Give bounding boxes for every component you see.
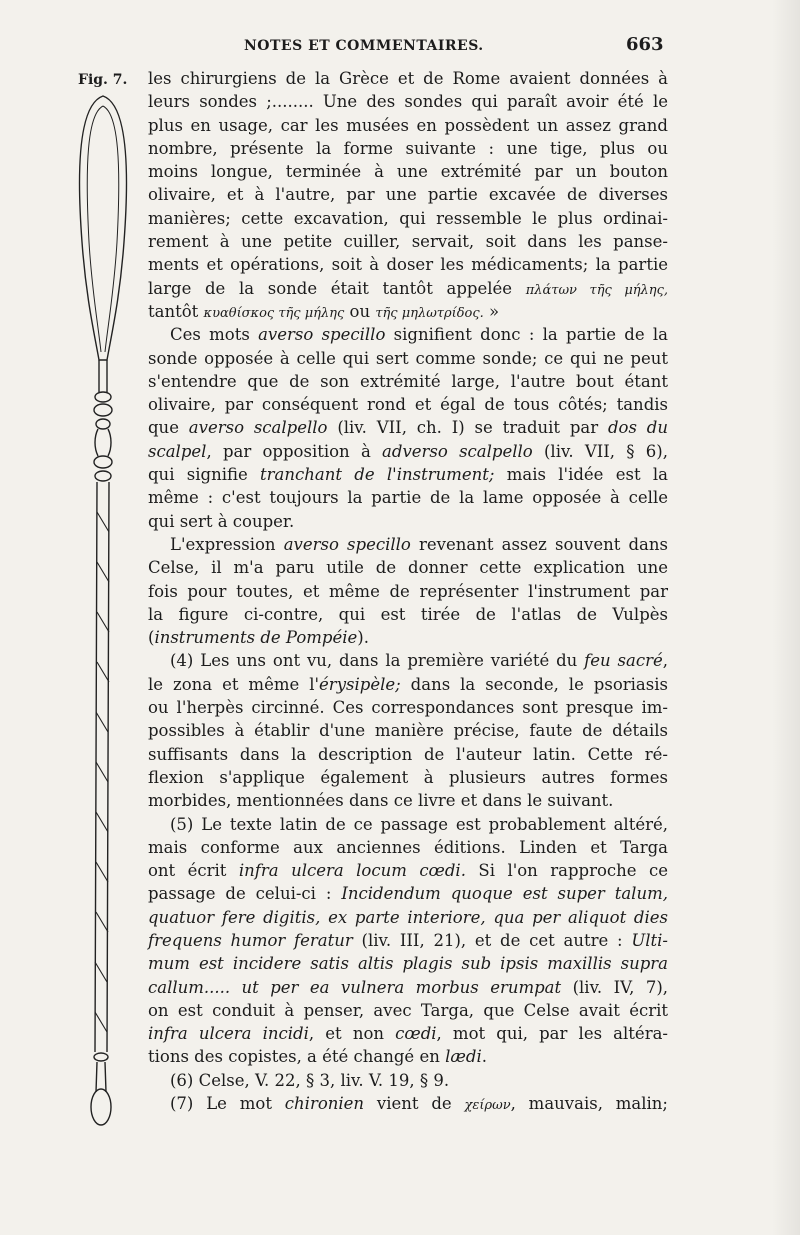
text-line: manières; cette excavation, qui ressemble le plus ordinai-	[148, 208, 668, 228]
text-line: la figure ci-contre, qui est tirée de l'atlas de Vulpès	[148, 604, 668, 624]
text-line: flexion s'applique également à plusieurs autres formes	[148, 767, 668, 787]
page-number: 663	[626, 34, 664, 55]
text-line: s'entendre que de son extrémité large, l'autre bout étant	[148, 371, 668, 391]
text-line: scalpel, par opposition à adverso scalpello (liv. VII, § 6),	[148, 441, 668, 461]
text-line: morbides, mentionnées dans ce livre et dans le suivant.	[148, 791, 614, 811]
body-text	[148, 67, 668, 1115]
text-line: le zona et même l'érysipèle; dans la seconde, le psoriasis	[148, 674, 668, 694]
text-line: quatuor fere digitis, ex parte interiore, qua per aliquot dies	[148, 907, 668, 927]
text-line: (instruments de Pompéie).	[148, 628, 369, 648]
text-line: les chirurgiens de la Grèce et de Rome avaient données à	[148, 69, 668, 88]
running-header: NOTES ET COMMENTAIRES.	[244, 38, 484, 54]
text-line: on est conduit à penser, avec Targa, que Celse avait écrit	[148, 1000, 668, 1020]
text-line: ments et opérations, soit à doser les médicaments; la partie	[148, 255, 668, 275]
text-line: suffisants dans la description de l'auteur latin. Cette ré-	[148, 744, 668, 764]
text-line: (4) Les uns ont vu, dans la première variété du feu sacré,	[170, 651, 668, 671]
text-line: nombre, présente la forme suivante : une tige, plus ou	[148, 138, 668, 158]
figure-label: Fig. 7.	[78, 72, 128, 88]
text-line: (7) Le mot chironien vient de χείρων, mauvais, malin;	[170, 1094, 668, 1114]
text-line: large de la sonde était tantôt appelée πλάτων τῆς μήλης,	[148, 278, 668, 298]
text-line: L'expression averso specillo revenant assez souvent dans	[170, 534, 668, 554]
text-line: olivaire, par conséquent rond et égal de tous côtés; tandis	[148, 395, 668, 415]
text-line: moins longue, terminée à une extrémité par un bouton	[148, 162, 668, 182]
text-line: (6) Celse, V. 22, § 3, liv. V. 19, § 9.	[170, 1070, 450, 1090]
text-line: tions des copistes, a été changé en lædi.	[148, 1047, 487, 1067]
text-line: mais conforme aux anciennes éditions. Linden et Targa	[148, 837, 668, 857]
text-line: leurs sondes ;........ Une des sondes qui paraît avoir été le	[148, 92, 668, 112]
text-line: même : c'est toujours la partie de la lame opposée à celle	[148, 488, 668, 508]
text-line: callum..... ut per ea vulnera morbus erumpat (liv. IV, 7),	[148, 977, 668, 997]
text-line: qui signifie tranchant de l'instrument; mais l'idée est la	[148, 465, 668, 485]
text-line: infra ulcera incidi, et non cœdi, mot qui, par les altéra-	[148, 1024, 668, 1044]
text-line: fois pour toutes, et même de représenter l'instrument par	[148, 581, 668, 601]
text-line: ou l'herpès circinné. Ces correspondances sont presque im-	[148, 698, 668, 718]
text-line: Celse, il m'a paru utile de donner cette explication une	[148, 558, 668, 578]
text-line: (5) Le texte latin de ce passage est probablement altéré,	[170, 814, 668, 834]
text-line: que averso scalpello (liv. VII, ch. I) se traduit par dos du	[148, 418, 668, 438]
text-line: sonde opposée à celle qui sert comme sonde; ce qui ne peut	[148, 348, 668, 368]
text-line: ont écrit infra ulcera locum cœdi. Si l'on rapproche ce	[148, 861, 669, 881]
text-line: tantôt κυαθίσκος τῆς μήλης ou τῆς μηλωτρίδος. »	[148, 301, 500, 321]
surgical-probe-icon	[68, 92, 138, 1132]
text-line: frequens humor feratur (liv. III, 21), et de cet autre : Ulti-	[148, 930, 668, 950]
text-line: Ces mots averso specillo signifient donc : la partie de la	[170, 325, 668, 345]
text-line: qui sert à couper.	[148, 511, 295, 531]
text-line: plus en usage, car les musées en possèdent un assez grand	[148, 115, 668, 135]
text-line: passage de celui-ci : Incidendum quoque est super talum,	[148, 884, 668, 904]
text-line: rement à une petite cuiller, servait, soit dans les panse-	[148, 232, 668, 252]
text-line: olivaire, et à l'autre, par une partie excavée de diverses	[148, 185, 668, 205]
text-line: mum est incidere satis altis plagis sub ipsis maxillis supra	[148, 954, 668, 974]
page-edge-shadow	[772, 0, 800, 1235]
text-line: possibles à établir d'une manière précise, faute de détails	[148, 721, 668, 741]
